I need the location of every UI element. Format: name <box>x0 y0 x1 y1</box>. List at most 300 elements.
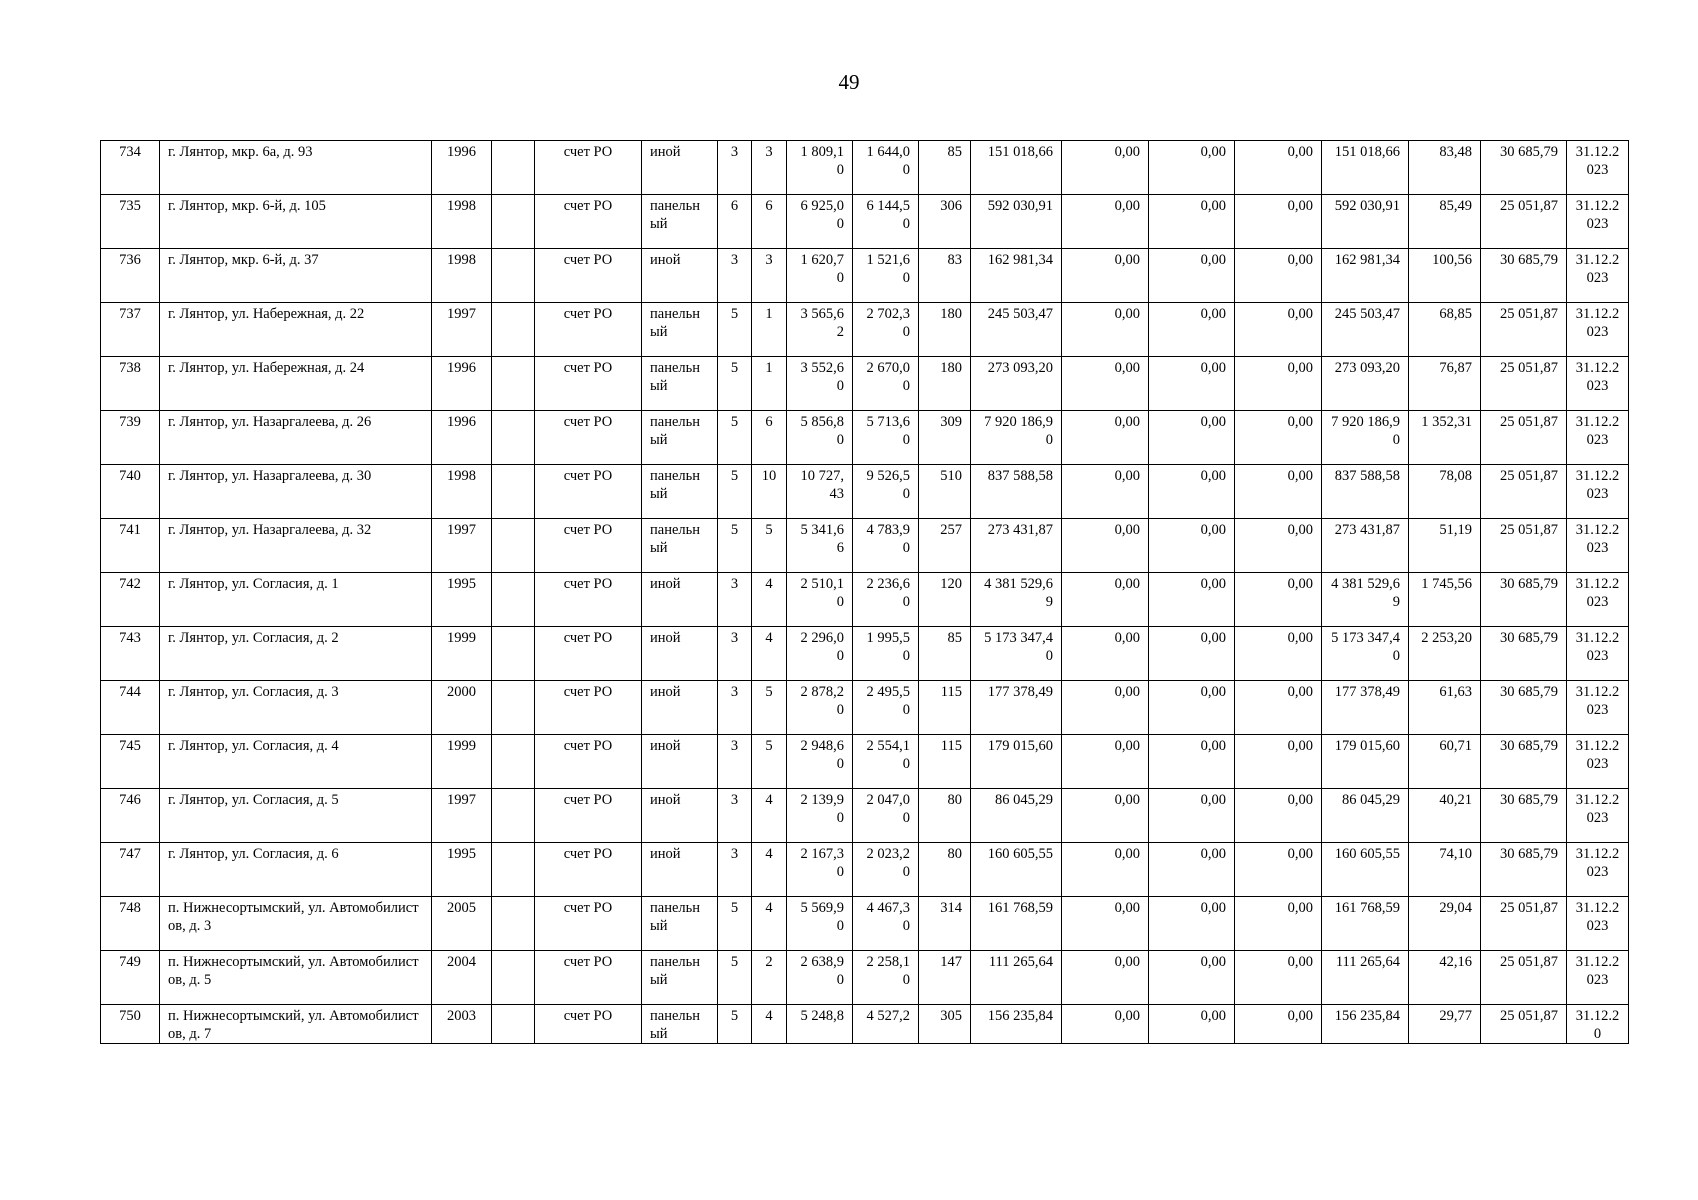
address-cell: г. Лянтор, ул. Набережная, д. 22 <box>160 303 432 357</box>
municipal-funds-cell: 0,00 <box>1235 303 1322 357</box>
wall-material-cell: панельный <box>642 465 718 519</box>
fund-method-cell: счет РО <box>535 303 642 357</box>
row-number-cell: 741 <box>101 519 160 573</box>
cost-per-m2-cell: 76,87 <box>1409 357 1481 411</box>
row-number-cell: 736 <box>101 249 160 303</box>
cost-per-m2-cell: 29,04 <box>1409 897 1481 951</box>
living-area-cell: 1 644,00 <box>853 141 919 195</box>
regional-funds-cell: 0,00 <box>1149 357 1235 411</box>
cost-limit-cell: 30 685,79 <box>1481 141 1567 195</box>
residents-cell: 180 <box>919 357 971 411</box>
wall-material-cell: панельный <box>642 357 718 411</box>
row-number-cell: 738 <box>101 357 160 411</box>
fund-method-cell: счет РО <box>535 249 642 303</box>
table-row <box>101 141 1629 195</box>
completion-date-cell: 31.12.20 <box>1567 1005 1629 1044</box>
completion-date-cell: 31.12.2023 <box>1567 141 1629 195</box>
cost-per-m2-cell: 40,21 <box>1409 789 1481 843</box>
completion-date-cell: 31.12.2023 <box>1567 843 1629 897</box>
total-area-cell: 5 856,80 <box>787 411 853 465</box>
residents-cell: 305 <box>919 1005 971 1044</box>
cost-per-m2-cell: 42,16 <box>1409 951 1481 1005</box>
table-row <box>101 411 1629 465</box>
wall-material-cell: иной <box>642 627 718 681</box>
regional-funds-cell: 0,00 <box>1149 681 1235 735</box>
fund-method-cell: счет РО <box>535 627 642 681</box>
municipal-funds-cell: 0,00 <box>1235 1005 1322 1044</box>
residents-cell: 83 <box>919 249 971 303</box>
floors-cell: 5 <box>718 519 752 573</box>
cost-limit-cell: 25 051,87 <box>1481 951 1567 1005</box>
entrances-cell: 5 <box>752 519 787 573</box>
residents-cell: 115 <box>919 735 971 789</box>
fund-method-cell: счет РО <box>535 897 642 951</box>
regional-funds-cell: 0,00 <box>1149 843 1235 897</box>
cost-limit-cell: 25 051,87 <box>1481 357 1567 411</box>
wall-material-cell: иной <box>642 249 718 303</box>
total-cost-cell: 7 920 186,90 <box>971 411 1062 465</box>
total-area-cell: 2 139,90 <box>787 789 853 843</box>
table-row <box>101 789 1629 843</box>
entrances-cell: 4 <box>752 843 787 897</box>
table-row <box>101 573 1629 627</box>
owner-funds-cell: 177 378,49 <box>1322 681 1409 735</box>
residents-cell: 80 <box>919 789 971 843</box>
floors-cell: 3 <box>718 141 752 195</box>
municipal-funds-cell: 0,00 <box>1235 789 1322 843</box>
municipal-funds-cell: 0,00 <box>1235 681 1322 735</box>
completion-date-cell: 31.12.2023 <box>1567 411 1629 465</box>
cost-per-m2-cell: 51,19 <box>1409 519 1481 573</box>
completion-date-cell: 31.12.2023 <box>1567 897 1629 951</box>
residents-cell: 120 <box>919 573 971 627</box>
cost-per-m2-cell: 85,49 <box>1409 195 1481 249</box>
living-area-cell: 2 258,10 <box>853 951 919 1005</box>
year-cell: 1996 <box>432 411 492 465</box>
municipal-funds-cell: 0,00 <box>1235 195 1322 249</box>
fund-method-cell: счет РО <box>535 951 642 1005</box>
floors-cell: 3 <box>718 843 752 897</box>
federal-funds-cell: 0,00 <box>1062 141 1149 195</box>
row-number-cell: 743 <box>101 627 160 681</box>
floors-cell: 5 <box>718 357 752 411</box>
wall-material-cell: панельный <box>642 897 718 951</box>
living-area-cell: 1 995,50 <box>853 627 919 681</box>
year-cell: 2000 <box>432 681 492 735</box>
completion-date-cell: 31.12.2023 <box>1567 195 1629 249</box>
cost-limit-cell: 25 051,87 <box>1481 465 1567 519</box>
wall-material-cell: иной <box>642 573 718 627</box>
living-area-cell: 9 526,50 <box>853 465 919 519</box>
entrances-cell: 6 <box>752 411 787 465</box>
wall-material-cell: панельный <box>642 519 718 573</box>
owner-funds-cell: 162 981,34 <box>1322 249 1409 303</box>
total-area-cell: 1 620,70 <box>787 249 853 303</box>
residents-cell: 85 <box>919 627 971 681</box>
cost-limit-cell: 30 685,79 <box>1481 573 1567 627</box>
address-cell: п. Нижнесортымский, ул. Автомобилистов, д. 3 <box>160 897 432 951</box>
empty-cell <box>492 303 535 357</box>
cost-per-m2-cell: 60,71 <box>1409 735 1481 789</box>
total-cost-cell: 156 235,84 <box>971 1005 1062 1044</box>
year-cell: 1997 <box>432 519 492 573</box>
living-area-cell: 2 047,00 <box>853 789 919 843</box>
row-number-cell: 744 <box>101 681 160 735</box>
regional-funds-cell: 0,00 <box>1149 411 1235 465</box>
total-area-cell: 5 569,90 <box>787 897 853 951</box>
fund-method-cell: счет РО <box>535 735 642 789</box>
year-cell: 1996 <box>432 357 492 411</box>
empty-cell <box>492 843 535 897</box>
page-number: 49 <box>838 70 860 94</box>
total-area-cell: 10 727,43 <box>787 465 853 519</box>
row-number-cell: 737 <box>101 303 160 357</box>
municipal-funds-cell: 0,00 <box>1235 951 1322 1005</box>
floors-cell: 5 <box>718 465 752 519</box>
total-cost-cell: 161 768,59 <box>971 897 1062 951</box>
year-cell: 1999 <box>432 735 492 789</box>
year-cell: 1996 <box>432 141 492 195</box>
regional-funds-cell: 0,00 <box>1149 303 1235 357</box>
wall-material-cell: иной <box>642 789 718 843</box>
regional-funds-cell: 0,00 <box>1149 141 1235 195</box>
regional-funds-cell: 0,00 <box>1149 1005 1235 1044</box>
row-number-cell: 745 <box>101 735 160 789</box>
total-area-cell: 2 296,00 <box>787 627 853 681</box>
municipal-funds-cell: 0,00 <box>1235 897 1322 951</box>
wall-material-cell: панельный <box>642 195 718 249</box>
federal-funds-cell: 0,00 <box>1062 303 1149 357</box>
entrances-cell: 10 <box>752 465 787 519</box>
empty-cell <box>492 789 535 843</box>
floors-cell: 3 <box>718 627 752 681</box>
cost-per-m2-cell: 100,56 <box>1409 249 1481 303</box>
wall-material-cell: панельный <box>642 1005 718 1044</box>
cost-limit-cell: 25 051,87 <box>1481 411 1567 465</box>
cost-per-m2-cell: 83,48 <box>1409 141 1481 195</box>
owner-funds-cell: 245 503,47 <box>1322 303 1409 357</box>
table-row <box>101 627 1629 681</box>
cost-per-m2-cell: 1 745,56 <box>1409 573 1481 627</box>
floors-cell: 3 <box>718 681 752 735</box>
total-area-cell: 2 878,20 <box>787 681 853 735</box>
cost-per-m2-cell: 78,08 <box>1409 465 1481 519</box>
total-area-cell: 5 248,8 <box>787 1005 853 1044</box>
total-cost-cell: 179 015,60 <box>971 735 1062 789</box>
living-area-cell: 2 236,60 <box>853 573 919 627</box>
housing-registry-table <box>100 140 1629 1044</box>
fund-method-cell: счет РО <box>535 411 642 465</box>
municipal-funds-cell: 0,00 <box>1235 843 1322 897</box>
fund-method-cell: счет РО <box>535 789 642 843</box>
total-cost-cell: 592 030,91 <box>971 195 1062 249</box>
floors-cell: 3 <box>718 735 752 789</box>
cost-limit-cell: 30 685,79 <box>1481 735 1567 789</box>
total-cost-cell: 160 605,55 <box>971 843 1062 897</box>
total-area-cell: 2 638,90 <box>787 951 853 1005</box>
floors-cell: 5 <box>718 411 752 465</box>
completion-date-cell: 31.12.2023 <box>1567 789 1629 843</box>
federal-funds-cell: 0,00 <box>1062 897 1149 951</box>
table-row <box>101 951 1629 1005</box>
residents-cell: 314 <box>919 897 971 951</box>
table-row <box>101 735 1629 789</box>
year-cell: 2005 <box>432 897 492 951</box>
year-cell: 1998 <box>432 249 492 303</box>
year-cell: 1998 <box>432 465 492 519</box>
fund-method-cell: счет РО <box>535 519 642 573</box>
empty-cell <box>492 951 535 1005</box>
empty-cell <box>492 681 535 735</box>
federal-funds-cell: 0,00 <box>1062 249 1149 303</box>
entrances-cell: 2 <box>752 951 787 1005</box>
address-cell: г. Лянтор, ул. Назаргалеева, д. 32 <box>160 519 432 573</box>
entrances-cell: 1 <box>752 303 787 357</box>
year-cell: 1997 <box>432 303 492 357</box>
total-cost-cell: 273 093,20 <box>971 357 1062 411</box>
cost-limit-cell: 30 685,79 <box>1481 627 1567 681</box>
floors-cell: 5 <box>718 303 752 357</box>
empty-cell <box>492 897 535 951</box>
entrances-cell: 6 <box>752 195 787 249</box>
row-number-cell: 735 <box>101 195 160 249</box>
address-cell: г. Лянтор, ул. Согласия, д. 5 <box>160 789 432 843</box>
fund-method-cell: счет РО <box>535 195 642 249</box>
floors-cell: 3 <box>718 573 752 627</box>
total-area-cell: 3 552,60 <box>787 357 853 411</box>
row-number-cell: 748 <box>101 897 160 951</box>
residents-cell: 180 <box>919 303 971 357</box>
address-cell: г. Лянтор, ул. Согласия, д. 4 <box>160 735 432 789</box>
entrances-cell: 1 <box>752 357 787 411</box>
residents-cell: 309 <box>919 411 971 465</box>
floors-cell: 5 <box>718 897 752 951</box>
owner-funds-cell: 161 768,59 <box>1322 897 1409 951</box>
municipal-funds-cell: 0,00 <box>1235 465 1322 519</box>
living-area-cell: 2 702,30 <box>853 303 919 357</box>
address-cell: г. Лянтор, ул. Согласия, д. 1 <box>160 573 432 627</box>
living-area-cell: 2 554,10 <box>853 735 919 789</box>
cost-limit-cell: 30 685,79 <box>1481 249 1567 303</box>
entrances-cell: 3 <box>752 141 787 195</box>
total-area-cell: 3 565,62 <box>787 303 853 357</box>
completion-date-cell: 31.12.2023 <box>1567 951 1629 1005</box>
regional-funds-cell: 0,00 <box>1149 519 1235 573</box>
total-cost-cell: 273 431,87 <box>971 519 1062 573</box>
federal-funds-cell: 0,00 <box>1062 843 1149 897</box>
table-row <box>101 897 1629 951</box>
cost-limit-cell: 25 051,87 <box>1481 195 1567 249</box>
residents-cell: 510 <box>919 465 971 519</box>
entrances-cell: 4 <box>752 897 787 951</box>
total-cost-cell: 151 018,66 <box>971 141 1062 195</box>
regional-funds-cell: 0,00 <box>1149 573 1235 627</box>
wall-material-cell: иной <box>642 681 718 735</box>
fund-method-cell: счет РО <box>535 357 642 411</box>
owner-funds-cell: 160 605,55 <box>1322 843 1409 897</box>
address-cell: г. Лянтор, ул. Назаргалеева, д. 30 <box>160 465 432 519</box>
table-row <box>101 681 1629 735</box>
row-number-cell: 746 <box>101 789 160 843</box>
empty-cell <box>492 627 535 681</box>
address-cell: г. Лянтор, ул. Согласия, д. 2 <box>160 627 432 681</box>
total-cost-cell: 111 265,64 <box>971 951 1062 1005</box>
federal-funds-cell: 0,00 <box>1062 735 1149 789</box>
empty-cell <box>492 735 535 789</box>
federal-funds-cell: 0,00 <box>1062 681 1149 735</box>
table-row <box>101 1005 1629 1044</box>
residents-cell: 85 <box>919 141 971 195</box>
row-number-cell: 742 <box>101 573 160 627</box>
completion-date-cell: 31.12.2023 <box>1567 627 1629 681</box>
cost-limit-cell: 30 685,79 <box>1481 681 1567 735</box>
municipal-funds-cell: 0,00 <box>1235 411 1322 465</box>
regional-funds-cell: 0,00 <box>1149 735 1235 789</box>
year-cell: 1999 <box>432 627 492 681</box>
municipal-funds-cell: 0,00 <box>1235 627 1322 681</box>
federal-funds-cell: 0,00 <box>1062 195 1149 249</box>
address-cell: г. Лянтор, ул. Согласия, д. 6 <box>160 843 432 897</box>
federal-funds-cell: 0,00 <box>1062 951 1149 1005</box>
fund-method-cell: счет РО <box>535 681 642 735</box>
living-area-cell: 6 144,50 <box>853 195 919 249</box>
completion-date-cell: 31.12.2023 <box>1567 303 1629 357</box>
cost-limit-cell: 25 051,87 <box>1481 1005 1567 1044</box>
year-cell: 1995 <box>432 573 492 627</box>
cost-limit-cell: 25 051,87 <box>1481 897 1567 951</box>
total-cost-cell: 5 173 347,40 <box>971 627 1062 681</box>
empty-cell <box>492 573 535 627</box>
completion-date-cell: 31.12.2023 <box>1567 465 1629 519</box>
completion-date-cell: 31.12.2023 <box>1567 249 1629 303</box>
owner-funds-cell: 86 045,29 <box>1322 789 1409 843</box>
empty-cell <box>492 465 535 519</box>
owner-funds-cell: 592 030,91 <box>1322 195 1409 249</box>
cost-limit-cell: 25 051,87 <box>1481 303 1567 357</box>
address-cell: г. Лянтор, ул. Набережная, д. 24 <box>160 357 432 411</box>
cost-per-m2-cell: 29,77 <box>1409 1005 1481 1044</box>
municipal-funds-cell: 0,00 <box>1235 357 1322 411</box>
owner-funds-cell: 7 920 186,90 <box>1322 411 1409 465</box>
entrances-cell: 5 <box>752 681 787 735</box>
municipal-funds-cell: 0,00 <box>1235 519 1322 573</box>
living-area-cell: 4 527,2 <box>853 1005 919 1044</box>
owner-funds-cell: 156 235,84 <box>1322 1005 1409 1044</box>
total-area-cell: 1 809,10 <box>787 141 853 195</box>
total-cost-cell: 4 381 529,69 <box>971 573 1062 627</box>
federal-funds-cell: 0,00 <box>1062 465 1149 519</box>
wall-material-cell: панельный <box>642 951 718 1005</box>
table-row <box>101 843 1629 897</box>
fund-method-cell: счет РО <box>535 843 642 897</box>
empty-cell <box>492 141 535 195</box>
living-area-cell: 1 521,60 <box>853 249 919 303</box>
federal-funds-cell: 0,00 <box>1062 519 1149 573</box>
wall-material-cell: иной <box>642 843 718 897</box>
wall-material-cell: иной <box>642 735 718 789</box>
living-area-cell: 2 023,20 <box>853 843 919 897</box>
table-row <box>101 195 1629 249</box>
total-area-cell: 2 510,10 <box>787 573 853 627</box>
cost-per-m2-cell: 68,85 <box>1409 303 1481 357</box>
row-number-cell: 740 <box>101 465 160 519</box>
year-cell: 1998 <box>432 195 492 249</box>
completion-date-cell: 31.12.2023 <box>1567 519 1629 573</box>
address-cell: г. Лянтор, мкр. 6-й, д. 37 <box>160 249 432 303</box>
living-area-cell: 2 670,00 <box>853 357 919 411</box>
municipal-funds-cell: 0,00 <box>1235 249 1322 303</box>
row-number-cell: 750 <box>101 1005 160 1044</box>
owner-funds-cell: 273 093,20 <box>1322 357 1409 411</box>
cost-per-m2-cell: 2 253,20 <box>1409 627 1481 681</box>
address-cell: п. Нижнесортымский, ул. Автомобилистов, д. 5 <box>160 951 432 1005</box>
row-number-cell: 739 <box>101 411 160 465</box>
year-cell: 2004 <box>432 951 492 1005</box>
fund-method-cell: счет РО <box>535 1005 642 1044</box>
residents-cell: 115 <box>919 681 971 735</box>
fund-method-cell: счет РО <box>535 465 642 519</box>
living-area-cell: 4 467,30 <box>853 897 919 951</box>
residents-cell: 147 <box>919 951 971 1005</box>
address-cell: г. Лянтор, ул. Согласия, д. 3 <box>160 681 432 735</box>
total-cost-cell: 177 378,49 <box>971 681 1062 735</box>
empty-cell <box>492 357 535 411</box>
federal-funds-cell: 0,00 <box>1062 1005 1149 1044</box>
municipal-funds-cell: 0,00 <box>1235 573 1322 627</box>
regional-funds-cell: 0,00 <box>1149 195 1235 249</box>
fund-method-cell: счет РО <box>535 573 642 627</box>
entrances-cell: 4 <box>752 789 787 843</box>
cost-per-m2-cell: 61,63 <box>1409 681 1481 735</box>
empty-cell <box>492 249 535 303</box>
empty-cell <box>492 1005 535 1044</box>
regional-funds-cell: 0,00 <box>1149 789 1235 843</box>
federal-funds-cell: 0,00 <box>1062 573 1149 627</box>
total-area-cell: 2 167,30 <box>787 843 853 897</box>
row-number-cell: 749 <box>101 951 160 1005</box>
table-row <box>101 519 1629 573</box>
cost-limit-cell: 30 685,79 <box>1481 789 1567 843</box>
floors-cell: 3 <box>718 249 752 303</box>
total-cost-cell: 837 588,58 <box>971 465 1062 519</box>
total-area-cell: 6 925,00 <box>787 195 853 249</box>
cost-per-m2-cell: 1 352,31 <box>1409 411 1481 465</box>
total-area-cell: 5 341,66 <box>787 519 853 573</box>
entrances-cell: 3 <box>752 249 787 303</box>
living-area-cell: 5 713,60 <box>853 411 919 465</box>
federal-funds-cell: 0,00 <box>1062 411 1149 465</box>
residents-cell: 257 <box>919 519 971 573</box>
year-cell: 1997 <box>432 789 492 843</box>
table-row <box>101 357 1629 411</box>
owner-funds-cell: 151 018,66 <box>1322 141 1409 195</box>
floors-cell: 5 <box>718 1005 752 1044</box>
municipal-funds-cell: 0,00 <box>1235 735 1322 789</box>
residents-cell: 80 <box>919 843 971 897</box>
regional-funds-cell: 0,00 <box>1149 897 1235 951</box>
table-row <box>101 303 1629 357</box>
entrances-cell: 5 <box>752 735 787 789</box>
table-row <box>101 249 1629 303</box>
entrances-cell: 4 <box>752 1005 787 1044</box>
year-cell: 2003 <box>432 1005 492 1044</box>
address-cell: г. Лянтор, мкр. 6а, д. 93 <box>160 141 432 195</box>
address-cell: п. Нижнесортымский, ул. Автомобилистов, д. 7 <box>160 1005 432 1044</box>
year-cell: 1995 <box>432 843 492 897</box>
row-number-cell: 747 <box>101 843 160 897</box>
cost-limit-cell: 30 685,79 <box>1481 843 1567 897</box>
owner-funds-cell: 837 588,58 <box>1322 465 1409 519</box>
